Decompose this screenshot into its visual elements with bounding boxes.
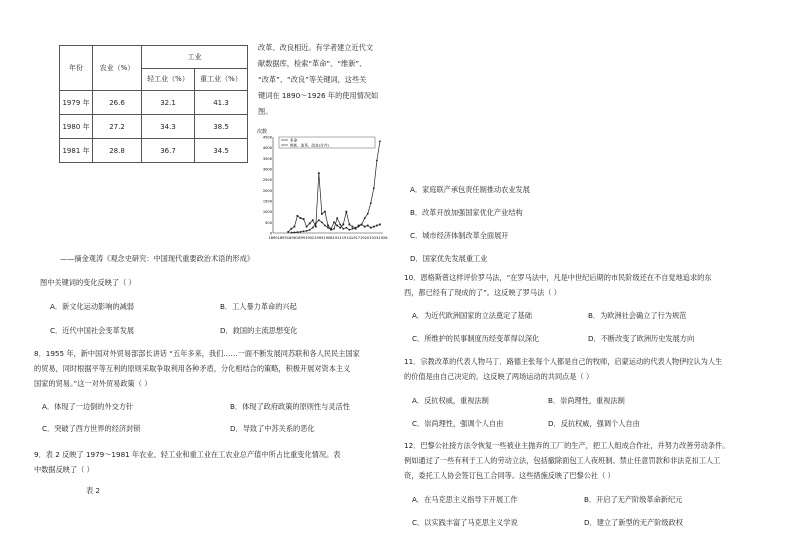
option-c[interactable]: C．崇尚理性，强调个人自由	[412, 419, 504, 428]
table-caption: 表 2	[86, 486, 101, 495]
data-point	[367, 213, 369, 215]
series-line	[291, 141, 380, 232]
option-b[interactable]: B．改革开放加强国家优化产业结构	[410, 208, 523, 217]
data-point	[306, 226, 308, 228]
data-point	[303, 218, 305, 220]
y-tick-label: 4500	[262, 135, 272, 140]
data-point	[309, 223, 311, 225]
data-point	[336, 225, 338, 227]
data-point	[300, 217, 302, 219]
data-point	[348, 224, 350, 226]
data-point	[364, 217, 366, 219]
x-tick-label: 1920	[360, 236, 370, 240]
x-tick-label: 1905	[314, 236, 324, 240]
data-point	[339, 224, 341, 226]
data-point	[348, 229, 350, 231]
data-point	[287, 231, 289, 233]
data-point	[361, 224, 363, 226]
data-point	[327, 227, 329, 229]
data-point	[330, 228, 332, 230]
option-d[interactable]: D．不断改变了欧洲历史发展方向	[588, 334, 695, 343]
option-a[interactable]: A．新文化运动影响的减弱	[50, 302, 134, 311]
data-point	[376, 160, 378, 162]
data-point	[358, 225, 360, 227]
option-a[interactable]: A．反抗权威，重视法制	[412, 396, 489, 405]
option-a[interactable]: A．在马克思主义指导下开展工作	[412, 495, 518, 504]
options-right	[410, 178, 530, 270]
data-point	[297, 231, 299, 233]
data-point	[290, 228, 292, 230]
data-point	[367, 225, 369, 227]
data-point	[342, 228, 344, 230]
option-a[interactable]: A．为近代欧洲国家的立法奠定了基础	[412, 311, 532, 320]
passage: 改革、改良相近。有学者建立近代文 献数据库，检索“革命”、“维新”、 “改革”、“改良”等关键词，这些关 键词在 1890～1926 年的使用情况如 图。	[258, 43, 379, 116]
data-point	[309, 229, 311, 231]
source-note: ——摘金观涛《观念史研究：中国现代重要政治术语的形成》	[60, 254, 255, 263]
data-point	[303, 230, 305, 232]
question-8: 8．1955 年，新中国对外贸易部部长讲话 “五年多来，我们……一面不断发展同苏联和各人民民主国家 的贸易，同时根据平等互利的原则采取争取利用各种矛盾，分化相结合的策略，积极开展对资本主义 国家的贸易。”这一对外贸易政策（ ）	[34, 349, 360, 388]
data-point	[342, 224, 344, 226]
question-12: 12．巴黎公社接方法令恢复一些被业主抛弃的工厂的生产，把工人组成合作社，并努力改善劳动条件。 例如通过了一些有利于工人的劳动立法，包括撤除面包工人夜班制、禁止任意罚款和非法克扣工人工 资，委托工人协会签订包工合同等。这些措施反映了巴黎公社（ ）	[404, 441, 730, 480]
data-point	[364, 226, 366, 228]
y-tick-label: 500	[265, 220, 272, 225]
x-tick-label: 1917	[350, 236, 361, 240]
data-point	[376, 225, 378, 227]
x-tick-label: 1923	[369, 236, 379, 240]
option-d[interactable]: D．国家优先发展重工业	[410, 254, 488, 263]
data-point	[315, 226, 317, 228]
data-point	[290, 232, 292, 234]
data-point	[312, 219, 314, 221]
question-10: 10．恩格斯曾这样评价罗马法，“在罗马法中，凡是中世纪后期的市民阶级还在不自觉地追求的东 西，都已经有了现成的了”。这反映了罗马法（ ）	[404, 273, 712, 297]
option-d[interactable]: D．救国的主流思想变化	[220, 326, 298, 335]
data-point	[370, 227, 372, 229]
option-c[interactable]: C．突破了西方世界的经济封锁	[42, 424, 141, 433]
data-point	[321, 221, 323, 223]
th-year: 年份	[60, 46, 93, 91]
x-tick-label: 1914	[341, 236, 351, 240]
data-point	[293, 226, 295, 228]
data-point	[306, 230, 308, 232]
data-point	[321, 213, 323, 215]
x-tick-label: 1911	[332, 236, 342, 240]
th-light: 轻工业（%）	[142, 68, 195, 91]
y-tick-label: 0	[269, 231, 272, 236]
option-b[interactable]: B．体现了政府政策的原则性与灵活性	[230, 402, 350, 411]
option-c[interactable]: C．近代中国社会变革发展	[50, 326, 135, 335]
data-point	[352, 226, 354, 228]
th-industry: 工业	[142, 46, 248, 69]
keyword-line-chart	[255, 125, 390, 245]
option-c[interactable]: C．以实践丰富了马克思主义学说	[412, 518, 518, 527]
option-b[interactable]: B．崇尚理性，重视法制	[548, 396, 625, 405]
data-point	[379, 224, 381, 226]
data-point	[355, 228, 357, 230]
x-tick-label: 1893	[277, 236, 287, 240]
data-point	[312, 227, 314, 229]
y-tick-label: 2500	[262, 178, 272, 183]
option-c[interactable]: C．城市经济体制改革全面展开	[410, 231, 509, 240]
data-point	[300, 231, 302, 233]
x-tick-label: 1896	[286, 236, 296, 240]
table-row: 1981 年 28.8 36.7 34.5	[60, 139, 248, 163]
y-tick-label: 1000	[262, 210, 272, 215]
option-a[interactable]: A．家庭联产承包责任制推动农业发展	[410, 185, 530, 194]
x-tick-label: 1902	[305, 236, 315, 240]
option-b[interactable]: B．工人暴力革命的兴起	[220, 302, 297, 311]
data-point	[345, 227, 347, 229]
y-tick-label: 1500	[262, 199, 272, 204]
question-11: 11．宗教改革的代表人物马丁．路德主张每个人都是自己的牧师，启蒙运动的代表人物伊拉认为人生 的价值是由自己决定的。这反映了两场运动的共同点是（ ）	[404, 357, 723, 381]
legend-label: 革命	[290, 138, 298, 143]
option-b[interactable]: B．开启了无产阶级革命新纪元	[584, 495, 683, 504]
table-row: 1980 年 27.2 34.3 38.5	[60, 115, 248, 139]
data-point	[324, 211, 326, 213]
data-point	[333, 228, 335, 230]
y-tick-label: 2000	[262, 188, 272, 193]
y-tick-label: 4000	[262, 146, 272, 151]
data-point	[318, 219, 320, 221]
x-tick-label: 1926	[378, 236, 388, 240]
option-d[interactable]: D．反抗权威，强调个人自由	[548, 419, 640, 428]
x-tick-label: 1908	[323, 236, 333, 240]
y-tick-label: 3000	[262, 167, 272, 172]
question-stem: 图中关键词的变化反映了（ ）	[40, 278, 136, 287]
data-point	[339, 227, 341, 229]
data-point	[370, 202, 372, 204]
data-point	[352, 228, 354, 230]
option-d[interactable]: D．建立了新型的无产阶级政权	[584, 518, 683, 527]
data-point	[297, 215, 299, 217]
data-point	[373, 187, 375, 189]
data-point	[333, 221, 335, 223]
option-b[interactable]: B．为欧洲社会确立了行为规范	[588, 311, 687, 320]
data-point	[318, 172, 320, 174]
data-table	[59, 45, 248, 163]
data-point	[373, 226, 375, 228]
th-heavy: 重工业（%）	[195, 68, 248, 91]
data-point	[327, 225, 329, 227]
data-point	[293, 231, 295, 233]
th-agri: 农业（%）	[93, 46, 142, 91]
data-point	[324, 225, 326, 227]
x-tick-label: 1890	[268, 236, 278, 240]
table-row: 1979 年 26.6 32.1 41.3	[60, 91, 248, 115]
y-axis-label: 次数	[257, 129, 268, 135]
data-point	[379, 140, 381, 142]
option-a[interactable]: A．体现了一边倒的外交方针	[42, 402, 134, 411]
option-c[interactable]: C．所维护的民事制度历经变革得以深化	[412, 334, 540, 343]
x-tick-label: 1899	[295, 236, 306, 240]
data-point	[345, 211, 347, 213]
y-tick-label: 3500	[262, 156, 272, 161]
data-point	[336, 217, 338, 219]
legend-label: 维新、改革、改良(合并)	[290, 143, 329, 148]
option-d[interactable]: D．导致了中苏关系的恶化	[230, 424, 315, 433]
question-9: 9．表 2 反映了 1979～1981 年农业、轻工业和重工业在工农业总产值中所占比重变化情况。表 中数据反映了（ ）	[34, 450, 341, 474]
